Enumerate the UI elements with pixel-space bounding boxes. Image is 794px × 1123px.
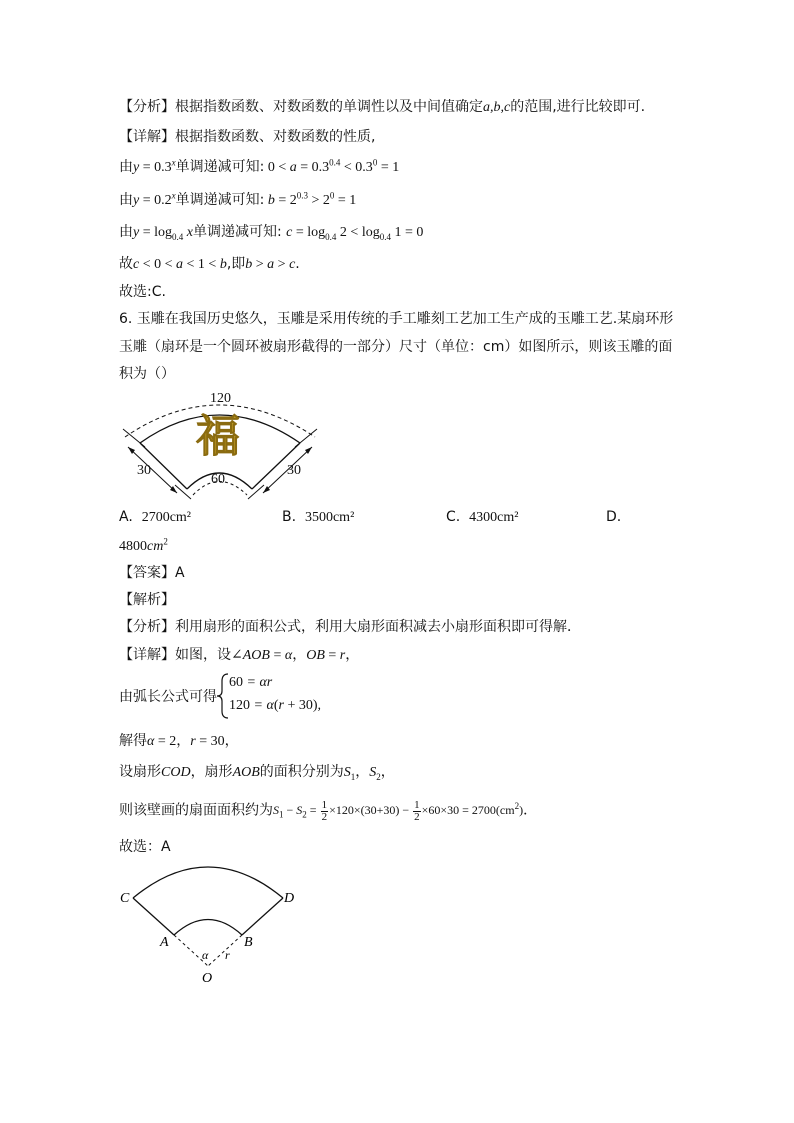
formula-b: $b = 2^{0.3} > 2^0 = 1$ [267,190,357,208]
analysis-text-end: 的范围,进行比较即可. [510,99,646,115]
vars-abc: a,b,c [483,100,511,115]
left-dimension-line [128,447,177,493]
solved-line: 解得α = 2，r = 30， [119,733,239,749]
inner-arc-label: 60 [211,472,225,487]
arc-formula-line: 由弧长公式可得 [119,689,217,705]
analysis-text: 根据指数函数、对数函数的单调性以及中间值确定 [175,99,483,115]
jade-sector-figure [115,385,335,500]
detail-text: 根据指数函数、对数函数的性质, [175,129,376,145]
option-d[interactable]: D. [606,509,622,525]
area-line: 则该壁画的扇面面积约为$S_1 - S_2$ = $\frac{1}{2}$ ×120×(30+30) − $\frac{1}{2}$ $\times 60\times 30 = 2700(cm^2)$． [119,799,538,823]
equation-1: 60 = αr [229,675,273,690]
label-B: B [244,935,253,950]
line-c: 由$y = \log_{0.4} x$单调递减可知: $c = \log_{0.4} 2 < \log_{0.4} 1 = 0$ [119,224,424,242]
analysis2-line: 【分析】利用扇形的面积公式，利用大扇形面积减去小扇形面积即可得解． [119,619,581,635]
conclusion-line: 故c < 0 < a < 1 < b,即b > a > c. [119,256,300,272]
outer-arc-label: 120 [210,391,231,406]
sector-diagram [112,862,312,987]
analysis-tag: 【分析】 [119,99,175,115]
option-d-value: $4800cm^2$ [119,536,168,554]
label-A: A [160,935,169,950]
detail-line [119,127,375,147]
answer-line [119,563,185,583]
previous-answer: 故选:C. [119,284,166,300]
segment-DB [242,898,283,935]
detail-tag: 【详解】 [119,129,175,145]
arc-CD [133,867,283,898]
system-brace [216,673,230,719]
question-line-1: 6. 玉雕在我国历史悠久，玉雕是采用传统的手工雕刻工艺加工生产成的玉雕工艺.某扇环形 [119,311,674,327]
label-alpha: α [202,948,209,962]
segment-CA [133,898,174,935]
formula-a-func: y [133,160,140,175]
analysis-header: 【解析】 [119,592,175,608]
option-b[interactable]: B. 3500cm² [282,509,355,525]
fu-emblem: 福 [196,412,240,461]
label-C: C [120,891,130,906]
line-b: 由$y = 0.2^x$单调递减可知: $b = 2^{0.3} > 2^0 = 1$ [119,190,357,208]
question-line-3: 积为（） [119,366,175,382]
final-answer: 故选：A [119,839,171,855]
answer-tag: 【答案】 [119,565,175,581]
formula-a: $0 < a = 0.3^{0.4} < 0.3^0 = 1$ [264,157,400,175]
answer-value: A [175,565,185,581]
right-side-label: 30 [287,463,301,478]
left-side-label: 30 [137,463,151,478]
arc-AB [174,920,242,936]
equation-2: 120 = α(r + 30), [229,698,321,713]
formula-c: $c = \log_{0.4} 2 < \log_{0.4} 1 = 0$ [286,225,424,242]
formula-c-func: $y = \log_{0.4} x$ [133,225,193,242]
line-a: 由$y = 0.3^x$单调递减可知: $0 < a = 0.3^{0.4} < 0.3^0 = 1$ [119,157,400,175]
option-a[interactable]: A. 2700cm² [119,509,191,525]
option-c[interactable]: C. 4300cm² [446,509,519,525]
question-line-2: 玉雕（扇环是一个圆环被扇形截得的一部分）尺寸（单位：cm）如图所示，则该玉雕的面 [119,339,673,355]
analysis-line [119,97,645,118]
label-O: O [202,971,213,986]
label-r: r [225,948,230,962]
label-D: D [284,891,295,906]
detail2-line: 【详解】如图，设∠AOB = α，OB = r， [119,647,360,663]
set-areas-line: 设扇形COD，扇形AOB的面积分别为$S_1$，$S_2$， [119,764,395,782]
